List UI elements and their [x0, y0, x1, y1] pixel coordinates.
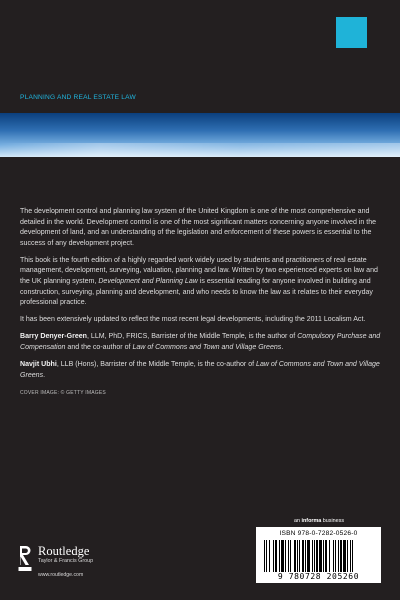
author-name: Navjit Ubhi	[20, 361, 57, 369]
author-bio-1: Barry Denyer-Green, LLM, PhD, FRICS, Barrister of the Middle Temple, is the author of Compulsory Purchase and Compensation and the co-author of Law of Commons and Town and Village Greens.	[20, 333, 381, 352]
informa-business-tagline: an informa business	[294, 518, 345, 524]
blurb-paragraph-3: It has been extensively updated to reflect the most recent legal developments, including the 2011 Localism Act.	[20, 316, 366, 324]
blurb-paragraph-1: The development control and planning law system of the United Kingdom is one of the most comprehensive and detailed in the world. Development control is one of the most significant matters concerning anyone involved in the development of land, and an understanding of the legislation and enforcement of these powers is essential to the success of any development project.	[20, 208, 377, 247]
publisher-name: Routledge	[38, 544, 90, 558]
author-bio-2: Navjit Ubhi, LLB (Hons), Barrister of the Middle Temple, is the co-author of Law of Commons and Town and Village Greens.	[20, 361, 380, 379]
isbn-number: ISBN 978-0-7282-0526-0	[279, 530, 358, 537]
series-label: PLANNING AND REAL ESTATE LAW	[20, 94, 136, 101]
barcode-bars	[264, 540, 373, 572]
publisher-url: www.routledge.com	[38, 572, 84, 578]
publisher-group: Taylor & Francis Group	[38, 558, 94, 564]
book-title: Development and Planning Law	[98, 278, 198, 286]
publisher-block	[18, 544, 158, 584]
routledge-r-logo-icon	[18, 544, 32, 572]
sky-banner-image	[0, 113, 400, 157]
isbn-barcode	[256, 527, 381, 583]
barcode-digits: 9 780728 205260	[277, 572, 360, 581]
cover-accent-square	[336, 17, 367, 48]
blurb-paragraph-2: This book is the fourth edition of a highly regarded work widely used by students and practitioners of real estate management, development, surveying, valuation, planning and law. Written by two experienced experts on law and the UK planning system, Development and Planning Law is essential reading for anyone involved in building and construction, surveying, planning and development, and who needs to know the law as it relates to their everyday professional practice.	[20, 256, 378, 307]
cover-image-credit: COVER IMAGE: © GETTY IMAGES	[20, 389, 106, 396]
back-cover-blurb	[20, 207, 382, 398]
author-name: Barry Denyer-Green	[20, 333, 87, 341]
